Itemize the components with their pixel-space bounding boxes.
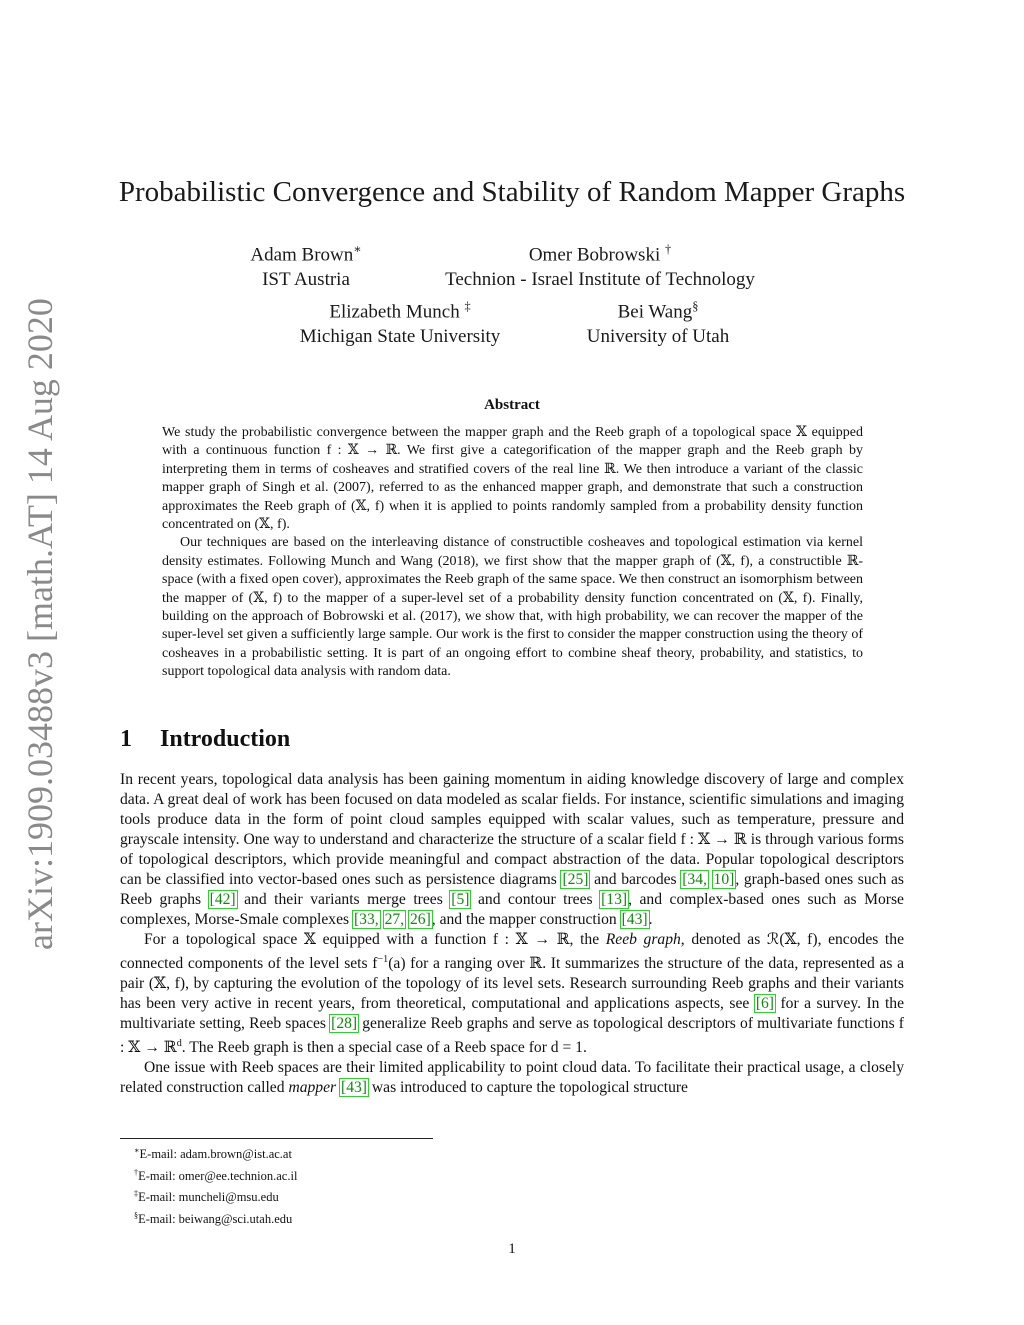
citation-link[interactable]: [5] <box>451 891 470 908</box>
citation-link[interactable]: 10] <box>713 871 735 888</box>
abstract-paragraph: We study the probabilistic convergence between the mapper graph and the Reeb graph of a topological space 𝕏 equipped with a continuous function f : 𝕏 → ℝ. We first give a categorification of the mapper graph and the Reeb graph by interpreting them in terms of cosheaves and stratified covers of the real line ℝ. We then introduce a variant of the classic mapper graph of Singh et al. (2007), referred to as the enhanced mapper graph, and demonstrate that such a construction approximates the Reeb graph of (𝕏, f) when it is applied to points randomly sampled from a probability density function concentrated on (𝕏, f). <box>162 425 863 533</box>
citation-link[interactable]: 27, <box>384 911 405 928</box>
author-affiliation: Technion - Israel Institute of Technology <box>445 269 755 291</box>
arxiv-stamp: arXiv:1909.03488v3 [math.AT] 14 Aug 2020 <box>20 298 60 950</box>
author-name: Elizabeth Munch ‡ <box>329 299 471 323</box>
citation-link[interactable]: [6] <box>755 995 774 1013</box>
introduction-text <box>120 770 904 1098</box>
abstract-text <box>162 424 863 682</box>
author-block <box>282 294 518 349</box>
citation-link[interactable]: [34, <box>682 871 707 888</box>
footnotes <box>134 1142 297 1229</box>
intro-paragraph: One issue with Reeb spaces are their limited applicability to point cloud data. To facilitate their practical usage, a closely related construction called mapper [43] was introduced to capture the topological structure <box>120 1059 904 1097</box>
section-heading <box>120 726 290 753</box>
author-affiliation: IST Austria <box>262 269 350 291</box>
author-name: Bei Wang§ <box>617 299 699 323</box>
author-name: Adam Brown∗ <box>250 242 362 266</box>
citation-link[interactable]: [43] <box>341 1079 367 1097</box>
abstract-paragraph: Our techniques are based on the interleaving distance of constructible cosheaves and topological estimation via kernel density estimates. Following Munch and Wang (2018), we first show that the mapper graph of (𝕏, f), a constructible ℝ-space (with a fixed open cover), approximates the Reeb graph of the same space. We then construct an isomorphism between the mapper of (𝕏, f) to the mapper of a super-level set of a probability density function concentrated on (𝕏, f). Finally, building on the approach of Bobrowski et al. (2017), we show that, with high probability, we can recover the mapper of the super-level set given a sufficiently large sample. Our work is the first to consider the mapper construction using the theory of cosheaves in a probabilistic setting. It is part of an ongoing effort to combine sheaf theory, probability, and statistics, to support topological data analysis with random data. <box>162 535 863 680</box>
author-block <box>236 237 376 292</box>
citation-link[interactable]: [42] <box>209 891 236 908</box>
intro-paragraph: For a topological space 𝕏 equipped with a function f : 𝕏 → ℝ, the Reeb graph, denoted as ℛ(𝕏, f), encodes the connected components of the level sets $f^{-1}(a)$ for a ranging over ℝ. It summarizes the structure of the data, represented as a pair (𝕏, f), by capturing the evolution of the topology of its level sets. Research surrounding Reeb graphs and their variants has been very active in recent years, from theoretical, computational and applications aspects, see [6] for a survey. In the multivariate setting, Reeb spaces [28] generalize Reeb graphs and serve as topological descriptors of multivariate functions f : 𝕏 → ℝ$^d$. The Reeb graph is then a special case of a Reeb space for d = 1. <box>120 931 904 1057</box>
footnote: †E-mail: omer@ee.technion.ac.il <box>134 1167 298 1183</box>
section-number: 1 <box>120 726 132 752</box>
author-block <box>566 294 750 349</box>
intro-paragraph: In recent years, topological data analysis has been gaining momentum in aiding knowledge discovery of large and complex data. A great deal of work has been focused on data modeled as scalar fields. For instance, scientific simulations and imaging tools produce data in the form of point cloud samples equipped with scalar values, such as temperature, pressure and grayscale intensity. One way to understand and characterize the structure of a scalar field f : 𝕏 → ℝ is through various forms of topological descriptors, which provide meaningful and compact abstraction of the data. Popular topological descriptors can be classified into vector-based ones such as persistence diagrams [25] and barcodes [34, 10], graph-based ones such as Reeb graphs [42] and their variants merge trees [5] and contour trees [13], and complex-based ones such as Morse complexes, Morse-Smale complexes [33, 27, 26], and the mapper construction [43]. <box>120 771 904 928</box>
citation-link[interactable]: [13] <box>601 891 628 908</box>
paper-title: Probabilistic Convergence and Stability of Random Mapper Graphs <box>118 176 906 208</box>
citation-link[interactable]: [28] <box>331 1015 358 1033</box>
author-block <box>420 237 780 292</box>
footnote: §E-mail: beiwang@sci.utah.edu <box>134 1210 293 1227</box>
citation-link[interactable]: [43] <box>621 911 648 928</box>
footnote: ‡E-mail: muncheli@msu.edu <box>134 1189 279 1205</box>
citation-link[interactable]: 26] <box>409 911 431 928</box>
citation-link[interactable]: [33, <box>353 911 379 928</box>
author-affiliation: University of Utah <box>586 326 730 348</box>
section-title: Introduction <box>160 726 291 752</box>
author-affiliation: Michigan State University <box>299 326 501 348</box>
footnote-divider <box>120 1138 433 1139</box>
footnote: ∗E-mail: adam.brown@ist.ac.at <box>134 1146 292 1162</box>
citation-link[interactable]: [25] <box>562 871 589 888</box>
author-name: Omer Bobrowski † <box>528 242 672 266</box>
page-number: 1 <box>508 1241 516 1257</box>
abstract-heading: Abstract <box>484 397 540 413</box>
